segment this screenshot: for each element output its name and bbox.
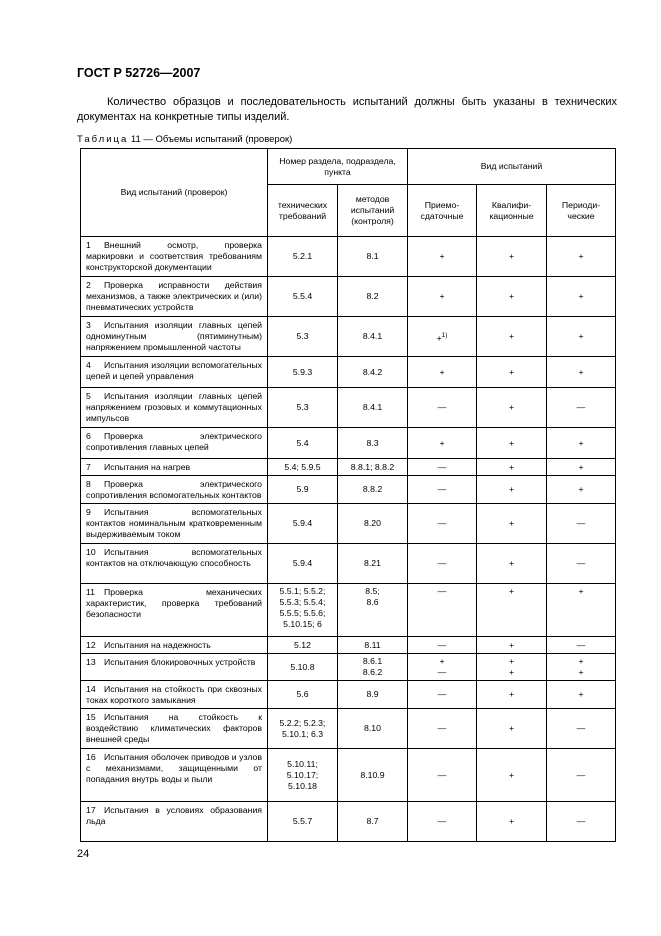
- table-row: [81, 428, 616, 459]
- tech-req-cell: [268, 802, 338, 842]
- header-test-type: Вид испытаний (проверок): [81, 149, 268, 237]
- table-row: [81, 459, 616, 476]
- test-name-cell: [81, 637, 268, 654]
- table-row: [81, 237, 616, 277]
- table-row: [81, 681, 616, 709]
- periodic-value: —: [576, 723, 586, 733]
- method-cell: [338, 277, 408, 317]
- table-caption-prefix: Таблица: [77, 134, 129, 145]
- table-row: [81, 357, 616, 388]
- tech-req-value: 5.5.5; 5.5.6;: [279, 608, 326, 618]
- row-number: 11: [86, 587, 96, 597]
- test-name-cell: [81, 317, 268, 357]
- tech-req-value: 5.5.3; 5.5.4;: [279, 597, 326, 607]
- acceptance-value-with-note: [411, 330, 473, 344]
- intro-text: Количество образцов и последовательность испытаний должны быть указаны в технических документах на конкретные типы изделий.: [77, 96, 617, 123]
- table-row: [81, 749, 616, 802]
- periodic-value: +: [578, 437, 584, 448]
- method-value: 8.5;: [365, 586, 380, 596]
- tech-req-value: 5.6: [296, 689, 309, 699]
- method-value: 8.21: [364, 558, 381, 568]
- qualification-value: +: [508, 586, 515, 596]
- method-value: 8.9: [366, 689, 379, 699]
- acceptance-value: —: [437, 586, 447, 596]
- acceptance-cell: [408, 277, 477, 317]
- qualification-cell: [477, 544, 547, 584]
- periodic-cell: [547, 584, 616, 637]
- test-name: Испытания блокировочных устройств: [104, 657, 256, 667]
- method-cell: [338, 476, 408, 504]
- periodic-cell: [547, 476, 616, 504]
- acceptance-value: —: [437, 667, 447, 677]
- qualification-cell: [477, 237, 547, 277]
- method-cell: [338, 681, 408, 709]
- test-name-cell: [81, 709, 268, 749]
- acceptance-cell: [408, 476, 477, 504]
- tech-req-cell: [268, 237, 338, 277]
- acceptance-value: —: [437, 689, 447, 699]
- table-row: [81, 317, 616, 357]
- qualification-cell: [477, 388, 547, 428]
- method-cell: [338, 544, 408, 584]
- test-name: Испытания оболочек приводов и узлов с механизмами, защищенными от попадания внутрь воды и пыли: [86, 752, 262, 784]
- method-cell: [338, 317, 408, 357]
- test-name: Проверка исправности действия механизмов, а также электрических и (или) пневматических устройств: [86, 280, 262, 312]
- tech-req-value: 5.5.7: [292, 816, 313, 826]
- tech-req-cell: [268, 637, 338, 654]
- test-name: Испытания в условиях образования льда: [86, 805, 262, 826]
- row-number: 12: [86, 640, 96, 650]
- periodic-cell: [547, 637, 616, 654]
- table-row: [81, 388, 616, 428]
- qualification-cell: [477, 709, 547, 749]
- tech-req-cell: [268, 459, 338, 476]
- qualification-value: +: [508, 484, 515, 494]
- tech-req-value: 5.3: [296, 402, 309, 412]
- acceptance-cell: [408, 749, 477, 802]
- tech-req-value: 5.10.1; 6.3: [281, 728, 324, 739]
- tech-req-value: 5.5.1; 5.5.2;: [279, 586, 326, 596]
- acceptance-value: —: [437, 769, 447, 780]
- method-cell: [338, 237, 408, 277]
- method-value: 8.8.1; 8.8.2: [350, 461, 395, 472]
- tech-req-value: 5.10.15; 6: [283, 619, 322, 629]
- tech-req-value: 5.4; 5.9.5: [284, 461, 321, 472]
- periodic-value: +: [578, 331, 584, 341]
- tech-req-value: 5.12: [294, 639, 311, 650]
- acceptance-value: +: [439, 656, 445, 666]
- acceptance-cell: [408, 637, 477, 654]
- periodic-cell: [547, 504, 616, 544]
- table-row: [81, 584, 616, 637]
- method-value: 8.4.1: [362, 402, 383, 412]
- test-name-cell: [81, 388, 268, 428]
- row-number: 5: [86, 391, 91, 401]
- method-value: 8.11: [364, 639, 381, 650]
- qualification-value: +: [508, 639, 515, 650]
- periodic-cell: [547, 277, 616, 317]
- tech-req-value: 5.9.4: [292, 558, 313, 568]
- acceptance-value: —: [437, 816, 447, 826]
- tech-req-cell: [268, 544, 338, 584]
- acceptance-cell: [408, 709, 477, 749]
- qualification-value: +: [508, 366, 515, 377]
- method-cell: [338, 802, 408, 842]
- test-name-cell: [81, 428, 268, 459]
- table-caption-text: 11 — Объемы испытаний (проверок): [128, 134, 293, 145]
- test-name-cell: [81, 802, 268, 842]
- periodic-value: —: [576, 402, 586, 412]
- test-name-cell: [81, 459, 268, 476]
- acceptance-cell: [408, 654, 477, 681]
- method-value: 8.8.2: [362, 484, 383, 494]
- periodic-cell: [547, 388, 616, 428]
- method-cell: [338, 357, 408, 388]
- method-value: 8.3: [366, 437, 379, 448]
- test-name-cell: [81, 277, 268, 317]
- page-number: 24: [77, 848, 90, 860]
- acceptance-value: +: [439, 291, 445, 301]
- tech-req-value: 5.4: [296, 437, 309, 448]
- row-number: 13: [86, 657, 96, 667]
- tech-req-value: 5.9: [296, 484, 309, 494]
- qualification-value: +: [508, 402, 515, 412]
- qualification-value: +: [508, 769, 515, 780]
- periodic-value: —: [576, 558, 586, 568]
- qualification-value: +: [508, 461, 515, 472]
- periodic-value: +: [578, 291, 584, 301]
- acceptance-value: —: [437, 518, 447, 528]
- method-value: 8.4.2: [362, 366, 383, 377]
- table-row: [81, 277, 616, 317]
- tech-req-cell: [268, 584, 338, 637]
- periodic-value: +: [578, 689, 584, 699]
- acceptance-value: —: [437, 639, 447, 650]
- qualification-value: +: [508, 331, 515, 341]
- qualification-cell: [477, 802, 547, 842]
- header-qualification: Квалифи-кационные: [477, 185, 547, 237]
- tech-req-value: 5.2.2; 5.2.3;: [279, 717, 326, 728]
- tech-req-value: 5.10.8: [290, 661, 315, 672]
- tech-req-cell: [268, 317, 338, 357]
- row-number: 6: [86, 431, 91, 441]
- tech-req-value: 5.5.4: [292, 291, 313, 301]
- tech-req-cell: [268, 277, 338, 317]
- row-number: 15: [86, 712, 96, 722]
- row-number: 16: [86, 752, 96, 762]
- periodic-value: +: [578, 461, 584, 472]
- periodic-cell: [547, 317, 616, 357]
- tech-req-value: 5.2.1: [292, 251, 313, 261]
- tech-req-value: 5.3: [296, 331, 309, 341]
- row-number: 9: [86, 507, 91, 517]
- qualification-value: +: [508, 518, 515, 528]
- test-name: Испытания изоляции вспомогательных цепей и цепей управления: [86, 360, 262, 381]
- test-name: Проверка механических характеристик, проверка требований безопасности: [86, 587, 262, 619]
- header-tech-requirements: технических требований: [268, 185, 338, 237]
- method-cell: [338, 637, 408, 654]
- test-name-cell: [81, 237, 268, 277]
- table-row: [81, 654, 616, 681]
- tech-req-value: 5.10.11;: [287, 758, 318, 769]
- table-row: [81, 709, 616, 749]
- test-name: Внешний осмотр, проверка маркировки и соответствия требованиям конструкторской документации: [86, 240, 262, 272]
- test-name-cell: [81, 544, 268, 584]
- tech-req-cell: [268, 654, 338, 681]
- header-periodic: Периоди-ческие: [547, 185, 616, 237]
- periodic-value: +: [578, 484, 584, 494]
- method-value: 8.6.2: [362, 667, 383, 677]
- qualification-cell: [477, 584, 547, 637]
- periodic-cell: [547, 544, 616, 584]
- qualification-cell: [477, 317, 547, 357]
- periodic-value: —: [576, 816, 586, 826]
- periodic-value: +: [578, 586, 584, 596]
- test-name: Испытания вспомогательных контактов на отключающую способность: [86, 547, 262, 568]
- test-name-cell: [81, 681, 268, 709]
- method-cell: [338, 654, 408, 681]
- acceptance-cell: [408, 317, 477, 357]
- tech-req-cell: [268, 681, 338, 709]
- qualification-value: +: [508, 689, 515, 699]
- qualification-value: +: [508, 723, 515, 733]
- acceptance-value: —: [437, 558, 447, 568]
- tech-req-cell: [268, 749, 338, 802]
- method-cell: [338, 459, 408, 476]
- method-value: 8.6.1: [362, 656, 383, 666]
- periodic-value: +: [578, 656, 584, 666]
- qualification-value: +: [508, 251, 515, 261]
- table-row: [81, 504, 616, 544]
- periodic-cell: [547, 237, 616, 277]
- qualification-cell: [477, 428, 547, 459]
- table-row: [81, 544, 616, 584]
- method-value: 8.4.1: [362, 331, 383, 341]
- tech-req-cell: [268, 428, 338, 459]
- tech-req-cell: [268, 709, 338, 749]
- test-name: Испытания вспомогательных контактов номинальным кратковременным выдерживаемым током: [86, 507, 262, 539]
- acceptance-cell: [408, 357, 477, 388]
- qualification-value: +: [508, 816, 515, 826]
- test-name: Испытания на стойкость к воздействию климатических факторов внешней среды: [86, 712, 262, 744]
- method-cell: [338, 504, 408, 544]
- acceptance-cell: [408, 237, 477, 277]
- qualification-cell: [477, 459, 547, 476]
- acceptance-cell: [408, 584, 477, 637]
- periodic-cell: [547, 709, 616, 749]
- row-number: 7: [86, 462, 91, 472]
- periodic-cell: [547, 459, 616, 476]
- header-test-methods: методов испытаний (контроля): [338, 185, 408, 237]
- test-name: Испытания изоляции главных цепей напряжением грозовых и коммутационных импульсов: [86, 391, 262, 423]
- acceptance-value: +: [439, 437, 445, 448]
- test-name: Проверка электрического сопротивления вспомогательных контактов: [86, 479, 262, 500]
- document-standard-code: ГОСТ Р 52726—2007: [77, 66, 201, 80]
- acceptance-value: —: [437, 402, 447, 412]
- periodic-value: +: [578, 251, 584, 261]
- test-name-cell: [81, 654, 268, 681]
- test-name-cell: [81, 357, 268, 388]
- row-number: 4: [86, 360, 91, 370]
- qualification-cell: [477, 277, 547, 317]
- periodic-cell: [547, 681, 616, 709]
- acceptance-cell: [408, 388, 477, 428]
- row-number: 10: [86, 547, 96, 557]
- periodic-value: —: [576, 769, 586, 780]
- row-number: 3: [86, 320, 91, 330]
- test-name: Испытания на стойкость при сквозных токах короткого замыкания: [86, 684, 262, 705]
- method-cell: [338, 584, 408, 637]
- qualification-value: +: [508, 558, 515, 568]
- acceptance-value: +: [439, 366, 445, 377]
- header-acceptance: Приемо-сдаточные: [408, 185, 477, 237]
- qualification-value: +: [508, 656, 515, 666]
- table-body: [81, 237, 616, 842]
- test-name-cell: [81, 476, 268, 504]
- method-cell: [338, 428, 408, 459]
- periodic-cell: [547, 802, 616, 842]
- method-cell: [338, 709, 408, 749]
- acceptance-cell: [408, 544, 477, 584]
- test-name: Проверка электрического сопротивления главных цепей: [86, 431, 262, 452]
- acceptance-cell: [408, 428, 477, 459]
- periodic-value: —: [576, 639, 586, 650]
- row-number: 2: [86, 280, 91, 290]
- qualification-cell: [477, 681, 547, 709]
- acceptance-value: —: [437, 461, 447, 472]
- qualification-cell: [477, 654, 547, 681]
- header-section-number: Номер раздела, подраздела, пункта: [268, 149, 408, 185]
- acceptance-value: +: [436, 332, 442, 343]
- tech-req-value: 5.9.4: [292, 518, 313, 528]
- method-value: 8.2: [366, 291, 379, 301]
- acceptance-value: —: [437, 484, 447, 494]
- acceptance-cell: [408, 504, 477, 544]
- acceptance-cell: [408, 459, 477, 476]
- row-number: 1: [86, 240, 91, 250]
- qualification-cell: [477, 637, 547, 654]
- method-value: 8.1: [366, 251, 379, 261]
- periodic-value: +: [578, 366, 584, 377]
- qualification-cell: [477, 749, 547, 802]
- periodic-cell: [547, 654, 616, 681]
- footnote-marker: 1): [441, 331, 448, 339]
- periodic-cell: [547, 428, 616, 459]
- tech-req-value: 5.10.18: [288, 780, 317, 791]
- table-row: [81, 476, 616, 504]
- tech-req-cell: [268, 357, 338, 388]
- table-row: [81, 802, 616, 842]
- row-number: 14: [86, 684, 96, 694]
- row-number: 8: [86, 479, 91, 489]
- method-value: 8.7: [366, 816, 379, 826]
- tech-req-cell: [268, 388, 338, 428]
- test-name-cell: [81, 584, 268, 637]
- method-value: 8.10: [364, 723, 381, 733]
- tech-req-value: 5.10.17;: [286, 769, 319, 780]
- periodic-value: —: [576, 518, 586, 528]
- header-test-kind: Вид испытаний: [408, 149, 616, 185]
- tech-req-value: 5.9.3: [292, 366, 313, 377]
- test-name-cell: [81, 504, 268, 544]
- table-row: [81, 637, 616, 654]
- method-cell: [338, 749, 408, 802]
- tech-req-cell: [268, 504, 338, 544]
- method-cell: [338, 388, 408, 428]
- test-name: Испытания на нагрев: [104, 462, 191, 472]
- periodic-value: +: [578, 667, 584, 677]
- acceptance-cell: [408, 802, 477, 842]
- test-name: Испытания на надежность: [104, 640, 211, 650]
- table-caption: [77, 134, 292, 145]
- tech-req-cell: [268, 476, 338, 504]
- qualification-value: +: [508, 667, 515, 677]
- qualification-value: +: [508, 437, 515, 448]
- method-value: 8.10.9: [360, 769, 385, 780]
- acceptance-value: —: [437, 723, 447, 733]
- test-name-cell: [81, 749, 268, 802]
- acceptance-value: +: [439, 251, 445, 261]
- qualification-cell: [477, 357, 547, 388]
- qualification-cell: [477, 504, 547, 544]
- method-value: 8.20: [364, 518, 381, 528]
- row-number: 17: [86, 805, 96, 815]
- periodic-cell: [547, 749, 616, 802]
- method-value: 8.6: [366, 597, 379, 607]
- qualification-cell: [477, 476, 547, 504]
- intro-paragraph: [77, 95, 617, 125]
- test-name: Испытания изоляции главных цепей одноминутным (пятиминутным) напряжением промышленной частоты: [86, 320, 262, 352]
- test-scope-table: [80, 148, 616, 842]
- acceptance-cell: [408, 681, 477, 709]
- periodic-cell: [547, 357, 616, 388]
- qualification-value: +: [508, 291, 515, 301]
